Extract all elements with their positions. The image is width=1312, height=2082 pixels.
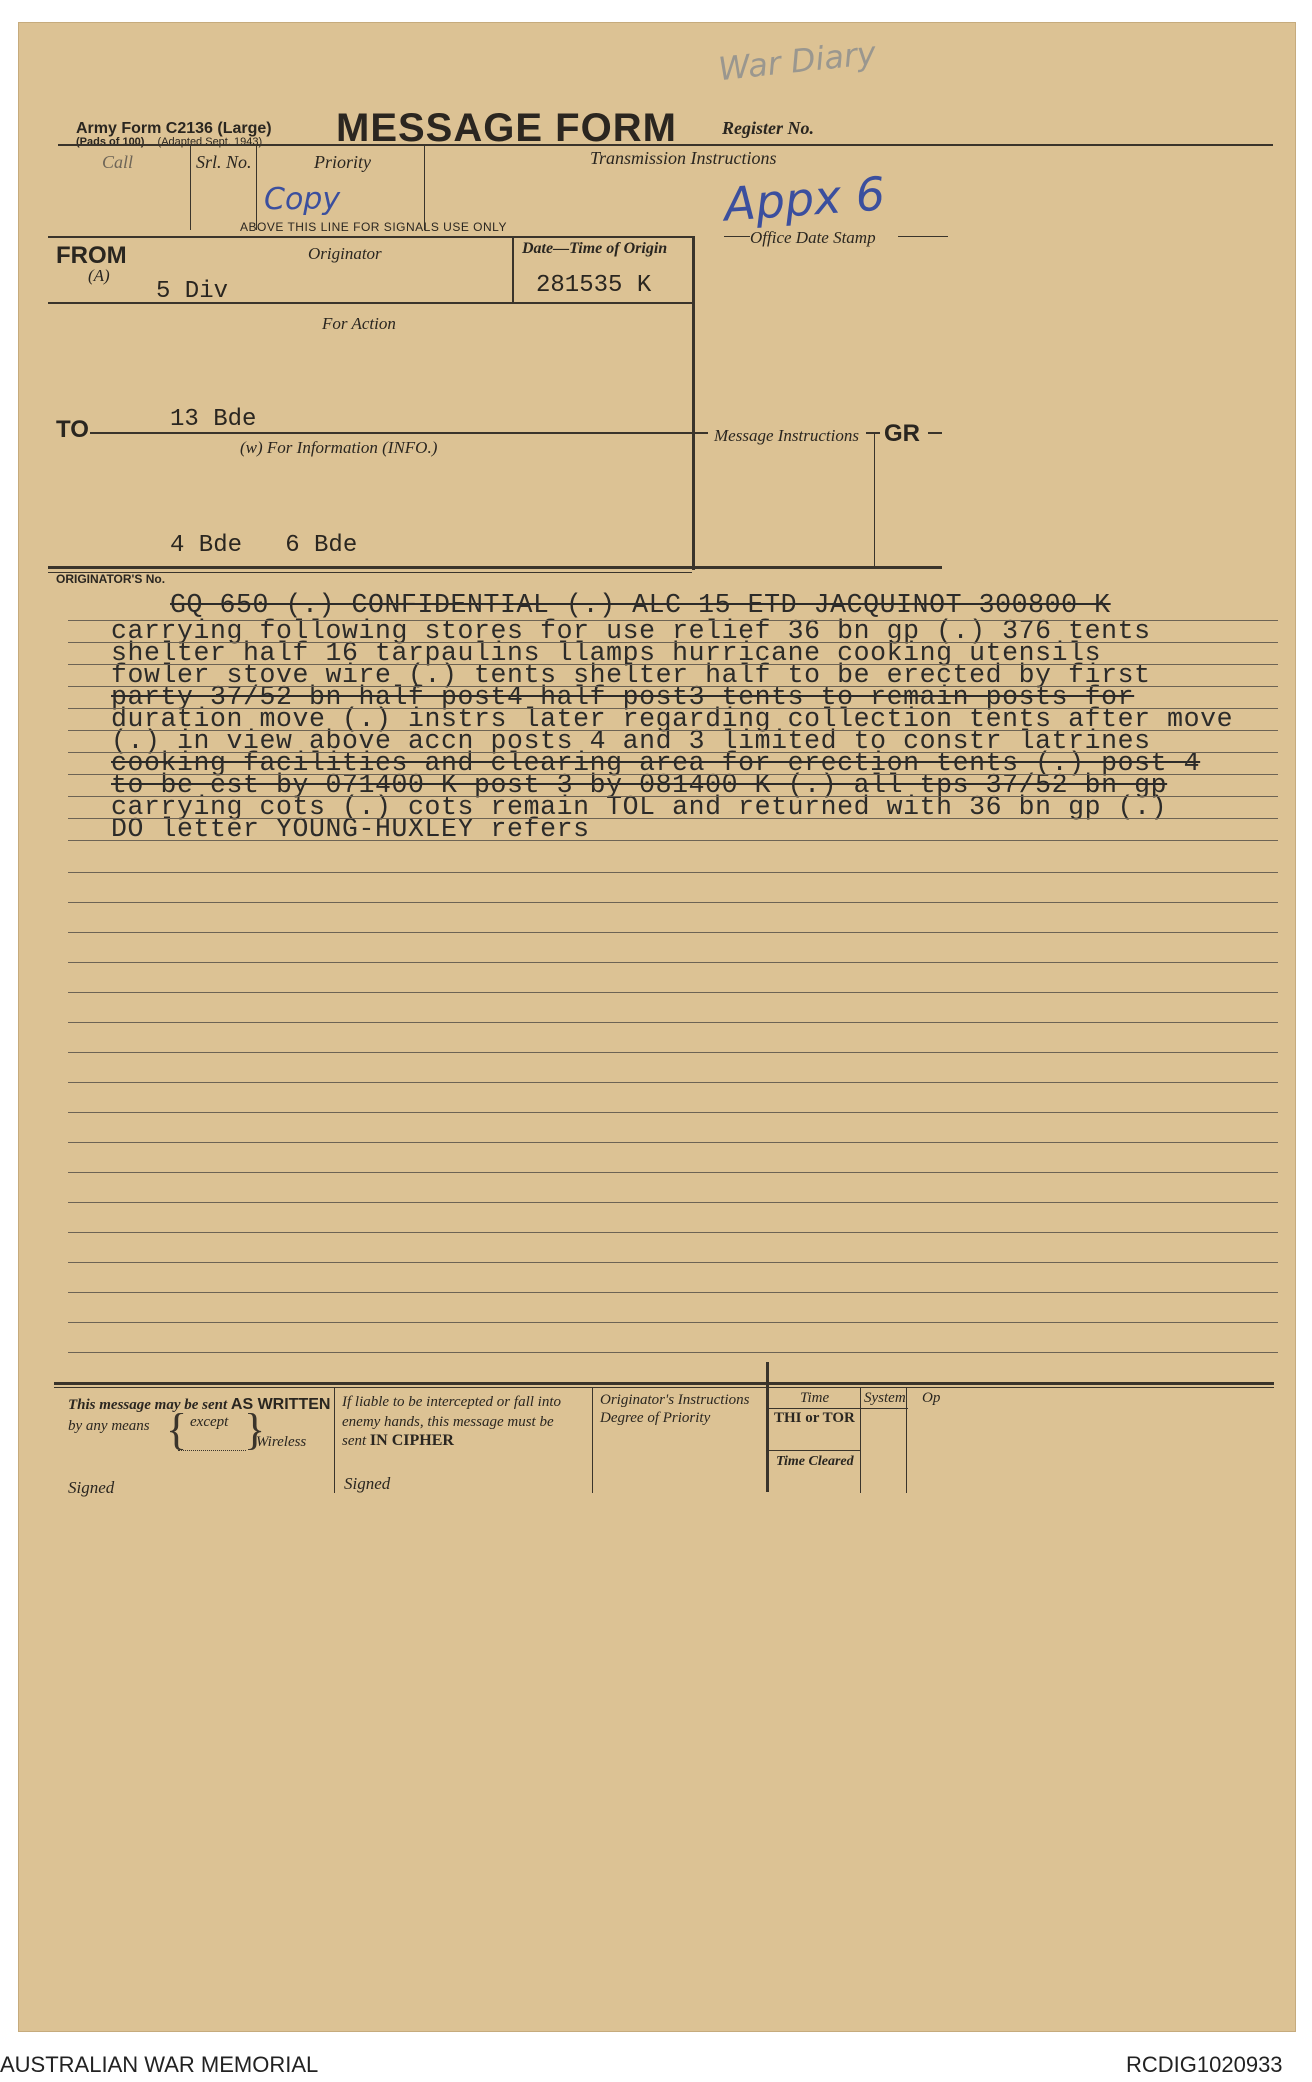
adapted-note: (Adapted Sept. 1943) <box>157 136 263 148</box>
transmission-instructions-label: Transmission Instructions <box>590 148 777 168</box>
as-written-bold: AS WRITTEN <box>230 1396 331 1413</box>
srl-no-label: Srl. No. <box>196 152 252 172</box>
copy-handwriting: Copy <box>264 182 341 217</box>
army-form-number: Army Form C2136 (Large) <box>76 120 272 137</box>
originator-value: 5 Div <box>156 278 229 305</box>
appx-handwriting: Appx 6 <box>722 166 887 232</box>
for-information-label: (w) For Information (INFO.) <box>240 438 438 457</box>
signals-use-note: ABOVE THIS LINE FOR SIGNALS USE ONLY <box>240 220 507 234</box>
message-line-10: carrying cots (.) cots remain TOL and returned with 36 bn gp (.) <box>111 792 1168 822</box>
office-date-stamp-label: Office Date Stamp <box>750 228 876 247</box>
message-form-sheet: Army Form C2136 (Large) (Pads of 100) (Adapted Sept. 1943) MESSAGE FORM Register No. War Diary Call Srl. No. Priority Transmission Instructions Copy Appx 6 ABOVE THIS LINE FOR SIGNALS USE ONLY Office Date Stamp FROM (A) Originator 5 Div Date—Time of Origin 281535 K For Action TO 13 Bde (w) For Information (INFO.) 4 Bde 6 Bde Message Instructions GR ORIGINATOR'S No. GQ 650 (.) CONFIDENTIAL (.) ALC 15 ETD JACQUINOT 300800 K carrying following stores for use relief 36 bn gp (.) 376 tents shelter half 16 tarpaulins llamps hurricane cooking utensils fowler stove wire (.) tents shelter half to be erected by first party 37/52 bn half post4 half post3 tents to remain posts for duration move (.) instrs later regarding collection tents after move (.) in view above accn posts 4 and 3 limited to constr latrines cooking facilities and clearing area for erection tents (.) post 4 to be est by 071400 K post 3 by 081400 K (.) all tps 37/52 bn gp carrying cots (.) cots remain TOL and returned with 36 bn gp (.) DO letter YOUNG-HUXLEY refers This message may be sent AS WRITTEN by any means except { } Wireless Signed If liable to be intercepted or fall into enemy hands, this message must be sent IN CIPHER Signed Originator's Instructions Degree of Priority Time THI or TOR System Op Time Cleared <box>18 22 1296 2032</box>
from-sub-label: (A) <box>88 266 110 285</box>
message-line-3: shelter half 16 tarpaulins llamps hurricane cooking utensils <box>111 638 1102 668</box>
originators-instructions-label: Originator's Instructions <box>600 1392 750 1408</box>
message-line-1: GQ 650 (.) CONFIDENTIAL (.) ALC 15 ETD JACQUINOT 300800 K <box>170 590 1111 620</box>
gr-label: GR <box>884 420 920 447</box>
date-time-origin-value: 281535 K <box>536 272 652 299</box>
from-label: FROM <box>56 242 127 269</box>
call-label: Call <box>102 152 134 172</box>
message-line-7: (.) in view above accn posts 4 and 3 limited to constr latrines <box>111 726 1151 756</box>
message-line-5: party 37/52 bn half post4 half post3 tents to remain posts for <box>111 682 1135 712</box>
originator-label: Originator <box>308 244 382 263</box>
message-line-11: DO letter YOUNG-HUXLEY refers <box>111 814 590 844</box>
time-cleared-label: Time Cleared <box>776 1454 854 1469</box>
footer-record-id: RCDIG1020933 <box>1126 2052 1283 2077</box>
message-line-9: to be est by 071400 K post 3 by 081400 K (.) all tps 37/52 bn gp <box>111 770 1168 800</box>
register-no-label: Register No. <box>722 118 814 138</box>
priority-label: Priority <box>314 152 371 172</box>
footer-institution: AUSTRALIAN WAR MEMORIAL <box>0 2052 319 2077</box>
message-line-8: cooking facilities and clearing area for erection tents (.) post 4 <box>111 748 1201 778</box>
thi-tor-label: THI or TOR <box>774 1410 855 1426</box>
message-line-4: fowler stove wire (.) tents shelter half to be erected by first <box>111 660 1151 690</box>
op-label: Op <box>922 1390 941 1406</box>
by-any-means: by any means <box>68 1418 150 1434</box>
for-action-label: For Action <box>322 314 396 333</box>
cipher-line-2: enemy hands, this message must be <box>342 1414 554 1430</box>
wireless-label: Wireless <box>256 1434 307 1450</box>
signed-left-label: Signed <box>68 1478 115 1497</box>
signed-middle-label: Signed <box>344 1474 391 1493</box>
degree-of-priority-label: Degree of Priority <box>600 1410 711 1426</box>
system-label: System <box>864 1390 906 1406</box>
for-information-value: 4 Bde 6 Bde <box>170 532 358 559</box>
message-line-6: duration move (.) instrs later regarding collection tents after move <box>111 704 1234 734</box>
time-label: Time <box>800 1390 830 1406</box>
to-label: TO <box>56 416 89 443</box>
date-time-origin-label: Date—Time of Origin <box>522 240 668 257</box>
message-instructions-label: Message Instructions <box>714 426 859 445</box>
cipher-line-1: If liable to be intercepted or fall into <box>342 1394 561 1410</box>
cipher-line-3: sent <box>342 1433 367 1449</box>
in-cipher-bold: IN CIPHER <box>369 1432 454 1449</box>
except-label: except <box>190 1414 229 1430</box>
form-title: MESSAGE FORM <box>336 106 677 150</box>
war-diary-handwriting: War Diary <box>716 33 878 89</box>
message-line-2: carrying following stores for use relief 36 bn gp (.) 376 tents <box>111 616 1151 646</box>
for-action-value: 13 Bde <box>170 406 257 433</box>
as-written-prefix: This message may be sent <box>68 1397 228 1413</box>
originators-no-label: ORIGINATOR'S No. <box>56 572 166 586</box>
pads-note: (Pads of 100) <box>76 136 145 148</box>
